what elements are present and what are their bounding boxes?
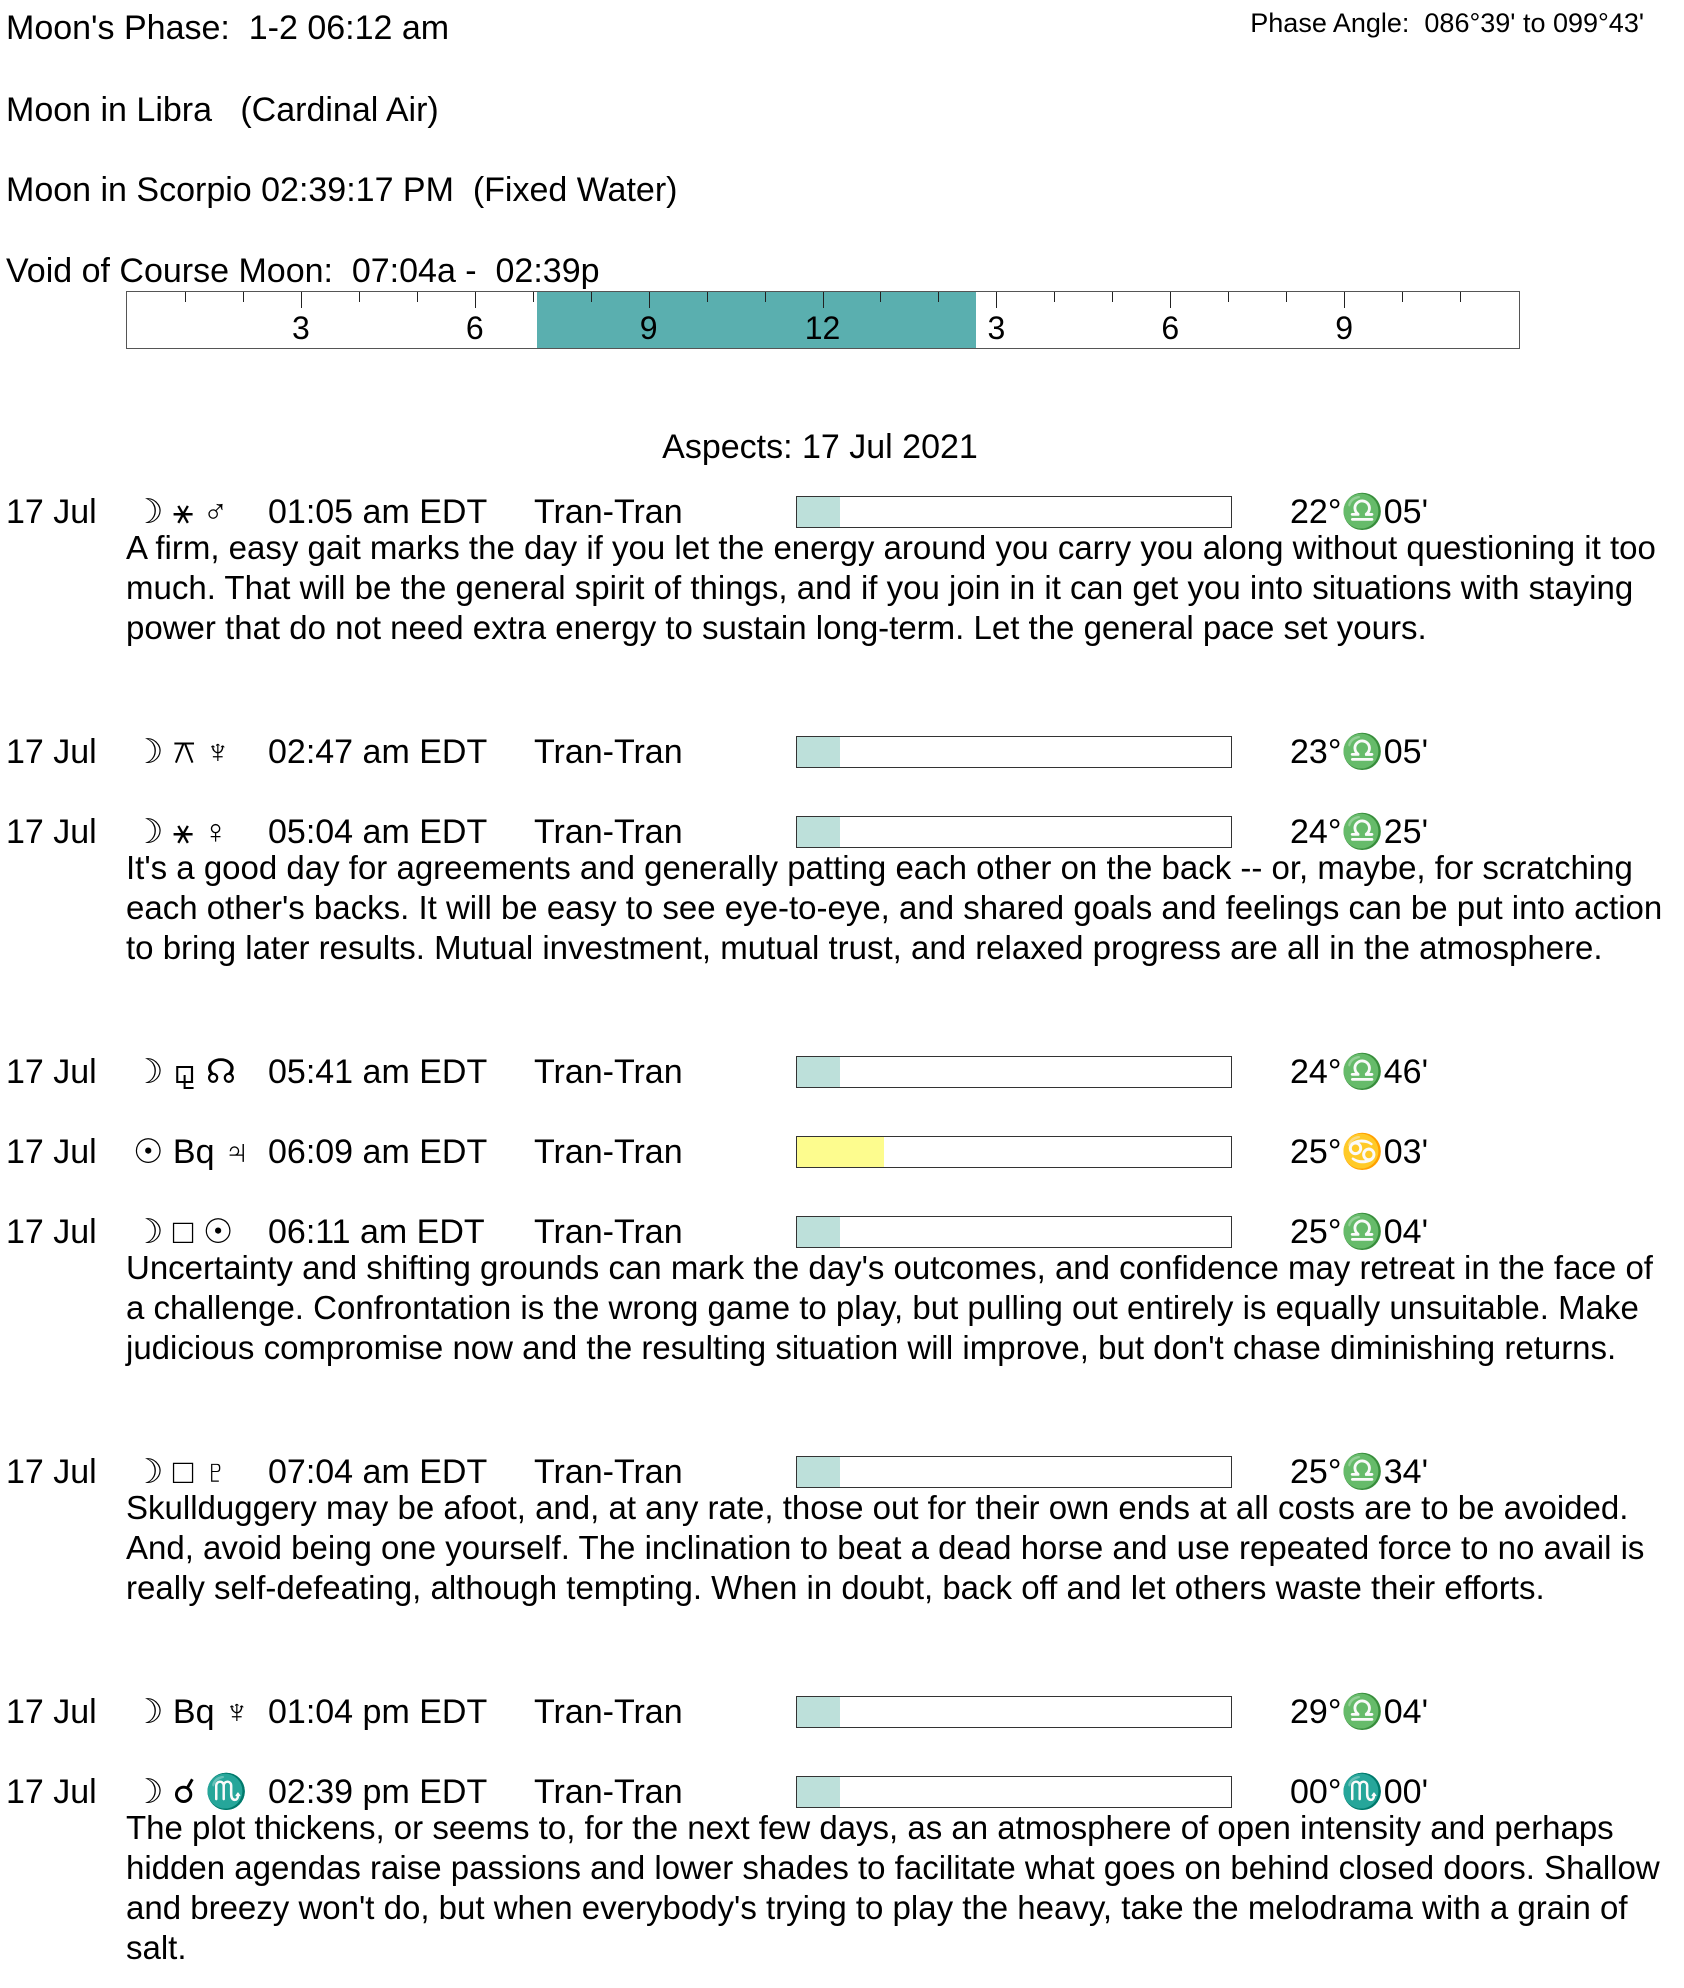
timeline-hour-label: 12: [804, 310, 841, 346]
aspect-glyphs-icon: ☽ ☌ ♏: [133, 1773, 248, 1811]
aspect-strength-fill: [797, 817, 840, 847]
timeline-hour-label: 3: [987, 310, 1006, 346]
timeline-tick: [185, 292, 186, 302]
aspect-strength-fill: [797, 1217, 840, 1247]
aspect-kind: Tran-Tran: [534, 493, 683, 531]
aspect-time: 02:39 pm EDT: [268, 1773, 488, 1811]
aspect-position: 25°♎34': [1290, 1453, 1429, 1491]
aspect-glyphs-icon: ☽ ⚹ ♂: [133, 493, 229, 531]
aspect-time: 01:05 am EDT: [268, 493, 488, 531]
aspect-glyphs-icon: ☽ Bq ♆: [133, 1693, 250, 1731]
aspect-description: The plot thickens, or seems to, for the next few days, as an atmosphere of open intensity and perhaps hidden agendas raise passions and lower shades to facilitate what goes on behind closed doors. Shallow and breezy won't do, but when everybody's trying to play the heavy, take the melodrama with a grain of salt.: [126, 1809, 1660, 1966]
aspect-date: 17 Jul: [6, 1053, 97, 1091]
timeline-tick: [475, 292, 476, 308]
aspect-date: 17 Jul: [6, 1213, 97, 1251]
aspect-position: 23°♎05': [1290, 733, 1429, 771]
timeline-tick: [591, 292, 592, 302]
timeline-tick: [301, 292, 302, 308]
timeline-tick: [243, 292, 244, 302]
aspect-strength-fill: [797, 1777, 840, 1807]
aspect-time: 06:09 am EDT: [268, 1133, 488, 1171]
aspect-date: 17 Jul: [6, 813, 97, 851]
timeline-tick: [1402, 292, 1403, 302]
aspect-strength-bar: [796, 1056, 1232, 1088]
aspect-time: 07:04 am EDT: [268, 1453, 488, 1491]
aspect-description: It's a good day for agreements and generally patting each other on the back -- or, maybe, for scratching each other's backs. It will be easy to see eye-to-eye, and shared goals and feelings can be put into action to bring later results. Mutual investment, mutual trust, and relaxed progress are all in the atmosphere.: [126, 849, 1663, 966]
timeline-tick: [1054, 292, 1055, 302]
void-period-fill: [537, 292, 976, 348]
aspect-strength-fill: [797, 497, 840, 527]
moon-ingress: Moon in Scorpio 02:39:17 PM (Fixed Water): [6, 171, 678, 209]
timeline-tick: [707, 292, 708, 302]
aspect-time: 06:11 am EDT: [268, 1213, 485, 1251]
aspect-kind: Tran-Tran: [534, 1693, 683, 1731]
aspect-time: 05:04 am EDT: [268, 813, 488, 851]
void-of-course-timeline: [126, 291, 1520, 349]
aspect-kind: Tran-Tran: [534, 1453, 683, 1491]
timeline-hour-label: 3: [291, 310, 310, 346]
aspect-glyphs-icon: ☉ Bq ♃: [133, 1133, 250, 1171]
phase-angle: Phase Angle: 086°39' to 099°43': [1250, 8, 1644, 38]
aspect-kind: Tran-Tran: [534, 1053, 683, 1091]
aspect-position: 24°♎25': [1290, 813, 1429, 851]
aspect-date: 17 Jul: [6, 1693, 97, 1731]
aspect-position: 25°♎04': [1290, 1213, 1429, 1251]
timeline-tick: [1286, 292, 1287, 302]
timeline-tick: [649, 292, 650, 308]
timeline-tick: [823, 292, 824, 308]
aspect-strength-bar: [796, 1456, 1232, 1488]
aspect-glyphs-icon: ☽ □ ☉: [133, 1213, 234, 1251]
aspect-strength-bar: [796, 496, 1232, 528]
aspect-position: 24°♎46': [1290, 1053, 1429, 1091]
aspect-strength-fill: [797, 1697, 840, 1727]
timeline-tick: [880, 292, 881, 302]
aspect-strength-fill: [797, 1457, 840, 1487]
aspect-date: 17 Jul: [6, 1453, 97, 1491]
aspect-strength-bar: [796, 1136, 1232, 1168]
aspect-kind: Tran-Tran: [534, 1133, 683, 1171]
timeline-tick: [996, 292, 997, 308]
timeline-tick: [417, 292, 418, 302]
void-of-course: Void of Course Moon: 07:04a - 02:39p: [6, 252, 600, 290]
aspect-time: 02:47 am EDT: [268, 733, 488, 771]
timeline-tick: [1112, 292, 1113, 302]
timeline-tick: [938, 292, 939, 302]
aspect-glyphs-icon: ☽ ⚹ ♀: [133, 813, 229, 851]
timeline-hour-label: 9: [1335, 310, 1354, 346]
aspect-strength-bar: [796, 736, 1232, 768]
aspect-kind: Tran-Tran: [534, 1213, 683, 1251]
moon-sign: Moon in Libra (Cardinal Air): [6, 91, 439, 129]
aspect-description: Skullduggery may be afoot, and, at any rate, those out for their own ends at all costs are to be avoided. And, avoid being one yourself. The inclination to beat a dead horse and use repeated force to no avail is really self-defeating, although tempting. When in doubt, back off and let others waste their efforts.: [126, 1489, 1645, 1606]
aspect-description: A firm, easy gait marks the day if you let the energy around you carry you along without questioning it too much. That will be the general spirit of things, and if you join in it can get you into situations with staying power that do not need extra energy to sustain long-term. Let the general pace set yours.: [126, 529, 1656, 646]
aspect-date: 17 Jul: [6, 733, 97, 771]
moon-phase: Moon's Phase: 1-2 06:12 am: [6, 9, 450, 47]
aspect-kind: Tran-Tran: [534, 813, 683, 851]
timeline-hour-label: 6: [1161, 310, 1180, 346]
aspect-strength-bar: [796, 1216, 1232, 1248]
timeline-tick: [1344, 292, 1345, 308]
aspect-glyphs-icon: ☽ ⚼ ☊: [133, 1053, 237, 1091]
aspect-position: 22°♎05': [1290, 493, 1429, 531]
aspect-strength-fill: [797, 1137, 884, 1167]
timeline-tick: [765, 292, 766, 302]
timeline-tick: [1460, 292, 1461, 302]
aspect-strength-bar: [796, 1776, 1232, 1808]
aspect-strength-bar: [796, 1696, 1232, 1728]
aspect-strength-fill: [797, 1057, 840, 1087]
timeline-tick: [1228, 292, 1229, 302]
aspect-date: 17 Jul: [6, 1773, 97, 1811]
aspect-date: 17 Jul: [6, 493, 97, 531]
timeline-hour-label: 6: [465, 310, 484, 346]
aspect-kind: Tran-Tran: [534, 733, 683, 771]
aspect-time: 05:41 am EDT: [268, 1053, 488, 1091]
timeline-tick: [359, 292, 360, 302]
aspect-time: 01:04 pm EDT: [268, 1693, 488, 1731]
aspect-strength-bar: [796, 816, 1232, 848]
aspect-date: 17 Jul: [6, 1133, 97, 1171]
aspect-description: Uncertainty and shifting grounds can mark the day's outcomes, and confidence may retreat in the face of a challenge. Confrontation is the wrong game to play, but pulling out entirely is equally unsuitable. Make judicious compromise now and the resulting situation will improve, but don't chase diminishing returns.: [126, 1249, 1653, 1366]
timeline-tick: [1170, 292, 1171, 308]
aspect-position: 25°♋03': [1290, 1133, 1429, 1171]
timeline-tick: [533, 292, 534, 302]
aspect-glyphs-icon: ☽ □ ♇: [133, 1453, 229, 1491]
aspect-glyphs-icon: ☽ ⚻ ♆: [133, 733, 231, 771]
aspect-strength-fill: [797, 737, 840, 767]
timeline-hour-label: 9: [639, 310, 658, 346]
aspect-position: 00°♏00': [1290, 1773, 1429, 1811]
aspect-kind: Tran-Tran: [534, 1773, 683, 1811]
aspect-position: 29°♎04': [1290, 1693, 1429, 1731]
aspects-title: Aspects: 17 Jul 2021: [662, 428, 978, 466]
